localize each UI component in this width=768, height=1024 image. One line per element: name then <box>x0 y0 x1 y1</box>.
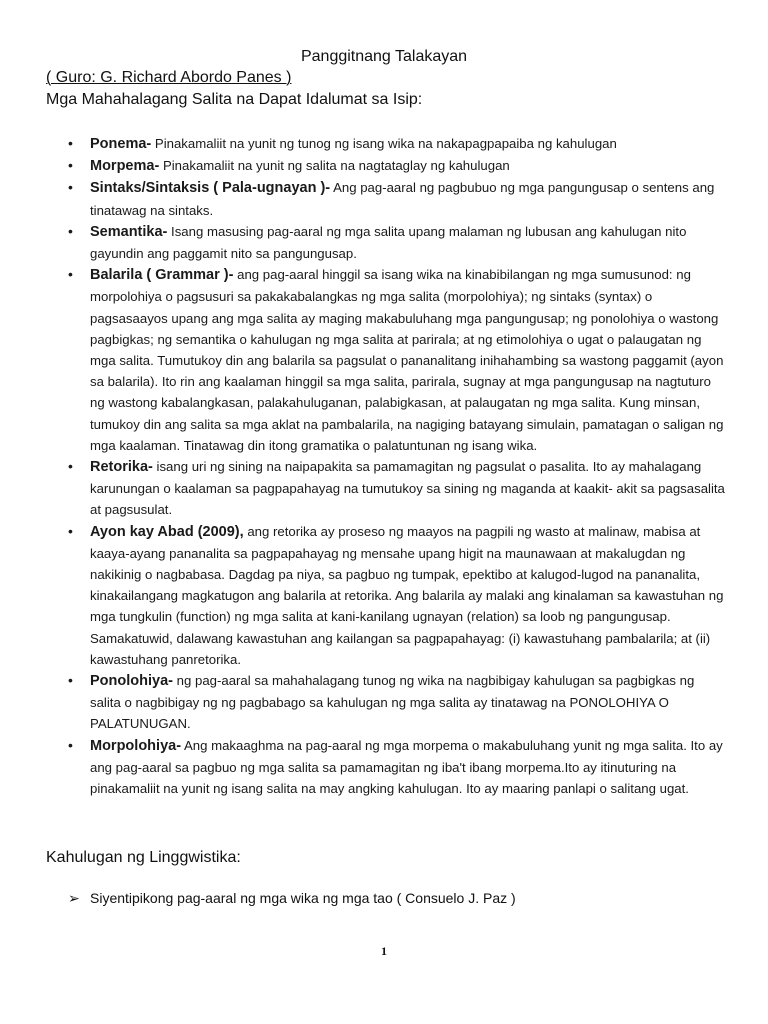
list-item-sintaks <box>46 177 726 220</box>
term-label: Balarila ( Grammar )- <box>90 267 234 284</box>
bullet-icon: • <box>68 672 73 689</box>
bullet-icon: • <box>68 179 73 196</box>
term-definition: Pinakamaliit na yunit ng tunog ng isang wika na nakapagpapaiba ng kahulugan <box>151 136 617 151</box>
list-item-morpema <box>46 155 726 177</box>
page-title: Panggitnang Talakayan <box>300 48 468 65</box>
term-label: Retorika- <box>90 459 153 476</box>
bullet-icon: • <box>68 522 73 539</box>
term-definition: Pinakamaliit na yunit ng salita na nagtataglay ng kahulugan <box>159 158 510 174</box>
term-definition: Ang pag-aaral ng pagbubuo ng mga pangungusap o sentens ang tinatawag na sintaks. <box>90 180 715 218</box>
term-definition: Isang masusing pag-aaral ng mga salita upang malaman ng lubusan ang kahulugan nito gayundin ang paggamit nito sa pangungusap. <box>90 223 687 262</box>
term-label: Ponema- <box>90 136 152 152</box>
page-number: 1 <box>381 944 387 958</box>
list-item-text: Siyentipikong pag-aaral ng mga wika ng mga tao ( Consuelo J. Paz ) <box>90 890 516 906</box>
term-definition: ng pag-aaral sa mahahalagang tunog ng wika na nagbibigay kahulugan sa pagbigkas ng salita o nagbibigay ng ng pagbabago sa kahulugan ng mga salita ay tinatawag na PONOLOHIYA O PALATUNUGAN. <box>90 673 695 732</box>
list-item-retorika <box>46 456 726 521</box>
list-item-morpolohiya <box>46 735 726 800</box>
list-item-abad <box>46 521 726 670</box>
term-label: Morpolohiya- <box>90 737 182 754</box>
bullet-icon: • <box>68 135 73 151</box>
term-label: Sintaks/Sintaksis ( Pala-ugnayan )- <box>90 180 331 197</box>
author-line: ( Guro: G. Richard Abordo Panes ) <box>46 69 292 86</box>
list-item <box>68 890 728 906</box>
list-item-ponema <box>46 133 726 155</box>
term-label: Ponolohiya- <box>90 673 173 690</box>
term-label: Morpema- <box>90 158 160 175</box>
bullet-icon: • <box>68 458 73 475</box>
term-definition: Ang makaaghma na pag-aaral ng mga morpema o makabuluhang yunit ng mga salita. Ito ay ang pag-aaral sa pagbuo ng mga salita sa pamamagitan ng iba't ibang morpema.Ito ay itinuturing na pinakamaliit na yunit ng isang salita na may angking kahulugan. Ito ay maaring panlapi o salitang ugat. <box>90 737 723 797</box>
arrow-bullet-icon: ➢ <box>68 890 80 906</box>
bullet-icon: • <box>68 736 73 753</box>
section2-heading: Kahulugan ng Linggwistika: <box>46 849 241 866</box>
bullet-icon: • <box>68 157 73 174</box>
term-definition: isang uri ng sining na naipapakita sa pamamagitan ng pagsulat o pasalita. Ito ay mahalagang karunungan o kaalaman sa pagpapahayag na tumutukoy sa sining ng maganda at kaakit- akit sa pagsasalita at pagsusulat. <box>90 459 725 518</box>
term-definition: ang pag-aaral hinggil sa isang wika na kinabibilangan ng mga sumusunod: ng morpolohiya o pagsusuri sa pakakabalangkas ng mga salita (morpolohiya); ng sintaks (syntax) o pagsasaayos upang ang mga salita ay maging makabuluhang mga pangungusap; ng ponolohiya o wastong pagbigkas; ng semantika o kahulugan ng mga salita at parirala; at ng etimolohiya o ugat o palaugatan ng mga salita. Tumutukoy din ang balarila sa pagsulat o pananalitang inihahambing sa wastong paggamit (ayon sa balarila). Ito rin ang kaalaman hinggil sa mga salita, parirala, sugnay at mga pangungusap na nagtuturo ng wastong kabalangkasan, palakahuluganan, palabigkasan, at palaugatan ng mga salita. Kung minsan, tumukoy din ang salita sa mga aklat na pambalarila, na nagiging batayang simulain, pamatagan o saligan ng mga kaalaman. Tinatawag din itong gramatika o palatuntunan ng isang wika. <box>90 267 724 453</box>
term-definition: ang retorika ay proseso ng maayos na pagpili ng wasto at malinaw, mabisa at kaaya-ayang pananalita sa pagpapahayag ng mensahe upang higit na maunawaan at makalugdan ng nakikinig o nagbabasa. Dagdag pa niya, sa pagbuo ng tumpak, epektibo at kalugod-lugod na pananalita, kinakailangang magkatugon ang balarila at retorika. Ang balarila ay malaki ang kinalaman sa kawastuhan ng mga tungkulin (function) ng mga salita at kani-kanilang ugnayan (relation) sa loob ng pangungusap. Samakatuwid, dalawang kawastuhan ang kailangan sa pagpapahayag: (i) kawastuhang pambalarila; at (ii) kawastuhang panretorika. <box>90 523 724 667</box>
bullet-icon: • <box>68 222 73 239</box>
definitions-list <box>46 133 726 799</box>
section-heading: Mga Mahahalagang Salita na Dapat Idalumat sa Isip: <box>46 91 423 108</box>
bullet-icon: • <box>68 266 73 283</box>
term-label: Semantika- <box>90 223 168 240</box>
list-item-semantika <box>46 221 726 264</box>
list-item-ponolohiya <box>46 670 726 735</box>
linguistics-list <box>68 890 728 906</box>
list-item-balarila <box>46 264 726 456</box>
term-label: Ayon kay Abad (2009), <box>90 523 244 540</box>
